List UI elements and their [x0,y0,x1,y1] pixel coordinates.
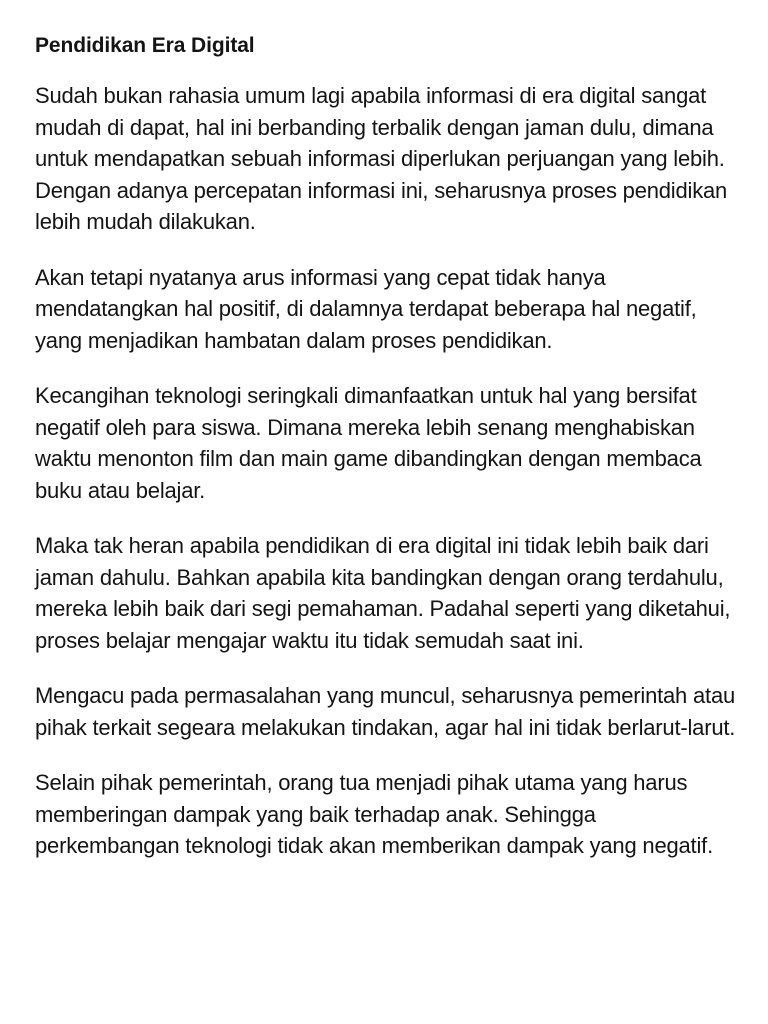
paragraph-6: Selain pihak pemerintah, orang tua menjadi pihak utama yang harus memberingan dampak yang baik terhadap anak. Sehingga perkembangan teknologi tidak akan memberikan dampak yang negatif. [35,770,713,858]
paragraph-5: Mengacu pada permasalahan yang muncul, seharusnya pemerintah atau pihak terkait segeara melakukan tindakan, agar hal ini tidak berlarut-larut. [35,683,736,740]
paragraph-3: Kecangihan teknologi seringkali dimanfaatkan untuk hal yang bersifat negatif oleh para siswa. Dimana mereka lebih senang menghabiskan waktu menonton film dan main game dibandingkan dengan membaca buku atau belajar. [35,383,702,503]
paragraph-1: Sudah bukan rahasia umum lagi apabila informasi di era digital sangat mudah di dapat, hal ini berbanding terbalik dengan jaman dulu, dimana untuk mendapatkan sebuah informasi diperlukan perjuangan yang lebih. Dengan adanya percepatan informasi ini, seharusnya proses pendidikan lebih mudah dilakukan. [35,83,728,234]
paragraph-2: Akan tetapi nyatanya arus informasi yang cepat tidak hanya mendatangkan hal positif, di dalamnya terdapat beberapa hal negatif, yang menjadikan hambatan dalam proses pendidikan. [35,264,697,353]
article-title: Pendidikan Era Digital [35,34,255,57]
paragraph-4: Maka tak heran apabila pendidikan di era digital ini tidak lebih baik dari jaman dahulu. Bahkan apabila kita bandingkan dengan orang terdahulu, mereka lebih baik dari segi pemahaman. Padahal seperti yang diketahui, proses belajar mengajar waktu itu tidak semudah saat ini. [35,533,731,653]
